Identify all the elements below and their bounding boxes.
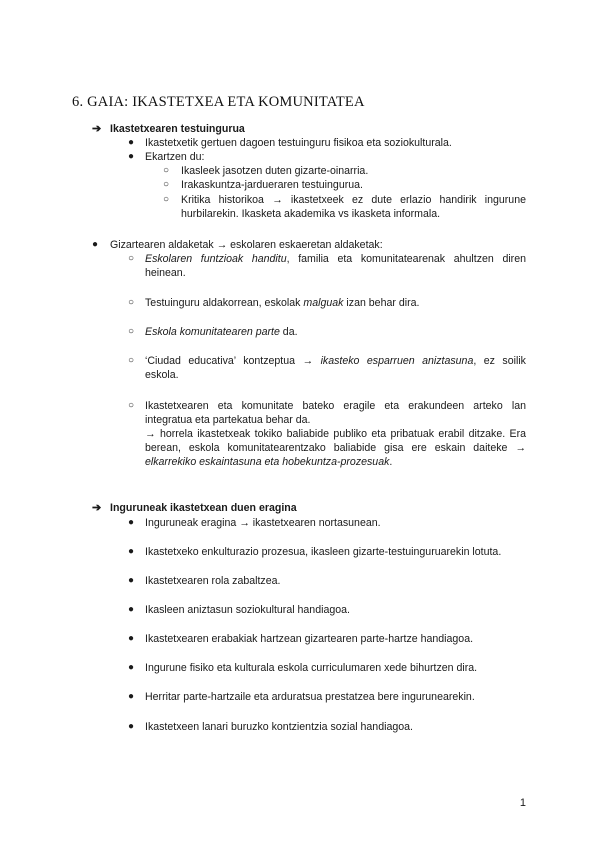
list-item: Eskolaren funtzioak handitu, familia eta komunitatearenak ahultzen diren heinean. <box>145 253 526 279</box>
list-item: Ikastetxearen rola zabaltzea. <box>145 575 281 587</box>
dot-bullet-icon: ● <box>128 721 135 732</box>
dot-bullet-icon: ● <box>128 662 135 673</box>
emphasis: Eskolaren funtzioak handitu <box>145 253 287 265</box>
circle-bullet-icon: ○ <box>163 165 170 176</box>
emphasis: ikasteko esparruen aniztasuna <box>320 355 474 367</box>
list-item: Ikastetxeko enkulturazio prozesua, ikasleen gizarte-testuinguruarekin lotuta. <box>145 546 502 558</box>
list-item: Ikasleen aniztasun soziokultural handiagoa. <box>145 604 350 616</box>
list-item: ‘Ciudad educativa’ kontzeptua → ikasteko esparruen aniztasuna, ez soilik eskola. <box>145 355 526 381</box>
dot-bullet-icon: ● <box>128 546 135 557</box>
list-item: Herritar parte-hartzaile eta arduratsua prestatzea bere ingurunearekin. <box>145 691 475 703</box>
circle-bullet-icon: ○ <box>163 194 170 205</box>
dot-bullet-icon: ● <box>128 151 135 162</box>
circle-bullet-icon: ○ <box>163 179 170 190</box>
list-item: Ikastetxearen erabakiak hartzean gizartearen parte-hartze handiagoa. <box>145 633 474 645</box>
dot-bullet-icon: ● <box>128 575 135 586</box>
dot-bullet-icon: ● <box>128 604 135 615</box>
list-item: Ikastetxearen eta komunitate bateko eragile eta erakundeen arteko lan integratua eta partekatua behar da. → horrela ikastetxeak tokiko baliabide publiko eta pribatuak erabil ditzake. Era berean, eskola komunitatearentzako baliabide gisa ere eskain daiteke → elkarrekiko eskaintasuna eta hobekuntza-prozesuak. <box>145 400 526 468</box>
dot-bullet-icon: ● <box>92 239 99 250</box>
circle-bullet-icon: ○ <box>128 253 135 264</box>
list-item: Ikastetxetik gertuen dagoen testuinguru fisikoa eta soziokulturala. <box>145 137 452 149</box>
list-item: Ekartzen du: <box>145 151 205 163</box>
arrow-bullet-icon: ➔ <box>92 502 102 514</box>
emphasis: Eskola komunitatearen parte <box>145 326 280 338</box>
dot-bullet-icon: ● <box>128 137 135 148</box>
page-number: 1 <box>519 797 526 809</box>
dot-bullet-icon: ● <box>128 633 135 644</box>
list-item: Eskola komunitatearen parte da. <box>145 326 298 338</box>
section-heading: Inguruneak ikastetxean duen eragina <box>110 502 297 514</box>
sub-list-item: Kritika historikoa → ikastetxeek ez dute erlazio handirik ingurune hurbilarekin. Ikasketa akademika vs ikasketa informala. <box>181 194 526 220</box>
list-item: Ikastetxeen lanari buruzko kontzientzia sozial handiagoa. <box>145 721 413 733</box>
list-item: Testuinguru aldakorrean, eskolak malguak izan behar dira. <box>145 297 420 309</box>
sub-list-item: Irakaskuntza-jardueraren testuingurua. <box>181 179 363 191</box>
circle-bullet-icon: ○ <box>128 355 135 366</box>
list-item: Ingurune fisiko eta kulturala eskola curriculumaren xede bihurtzen dira. <box>145 662 478 674</box>
dot-bullet-icon: ● <box>128 691 135 702</box>
circle-bullet-icon: ○ <box>128 400 135 411</box>
page-title: 6. GAIA: IKASTETXEA ETA KOMUNITATEA <box>72 94 365 110</box>
emphasis: malguak <box>303 297 344 309</box>
circle-bullet-icon: ○ <box>128 297 135 308</box>
section-heading: Ikastetxearen testuingurua <box>110 123 245 135</box>
list-item: Inguruneak eragina → ikastetxearen nortasunean. <box>145 517 381 529</box>
sub-list-item: Ikasleek jasotzen duten gizarte-oinarria. <box>181 165 369 177</box>
section-heading: Gizartearen aldaketak → eskolaren eskaeretan aldaketak: <box>110 239 383 251</box>
circle-bullet-icon: ○ <box>128 326 135 337</box>
dot-bullet-icon: ● <box>128 517 135 528</box>
arrow-bullet-icon: ➔ <box>92 123 102 135</box>
emphasis: elkarrekiko eskaintasuna eta hobekuntza-prozesuak <box>145 456 390 468</box>
